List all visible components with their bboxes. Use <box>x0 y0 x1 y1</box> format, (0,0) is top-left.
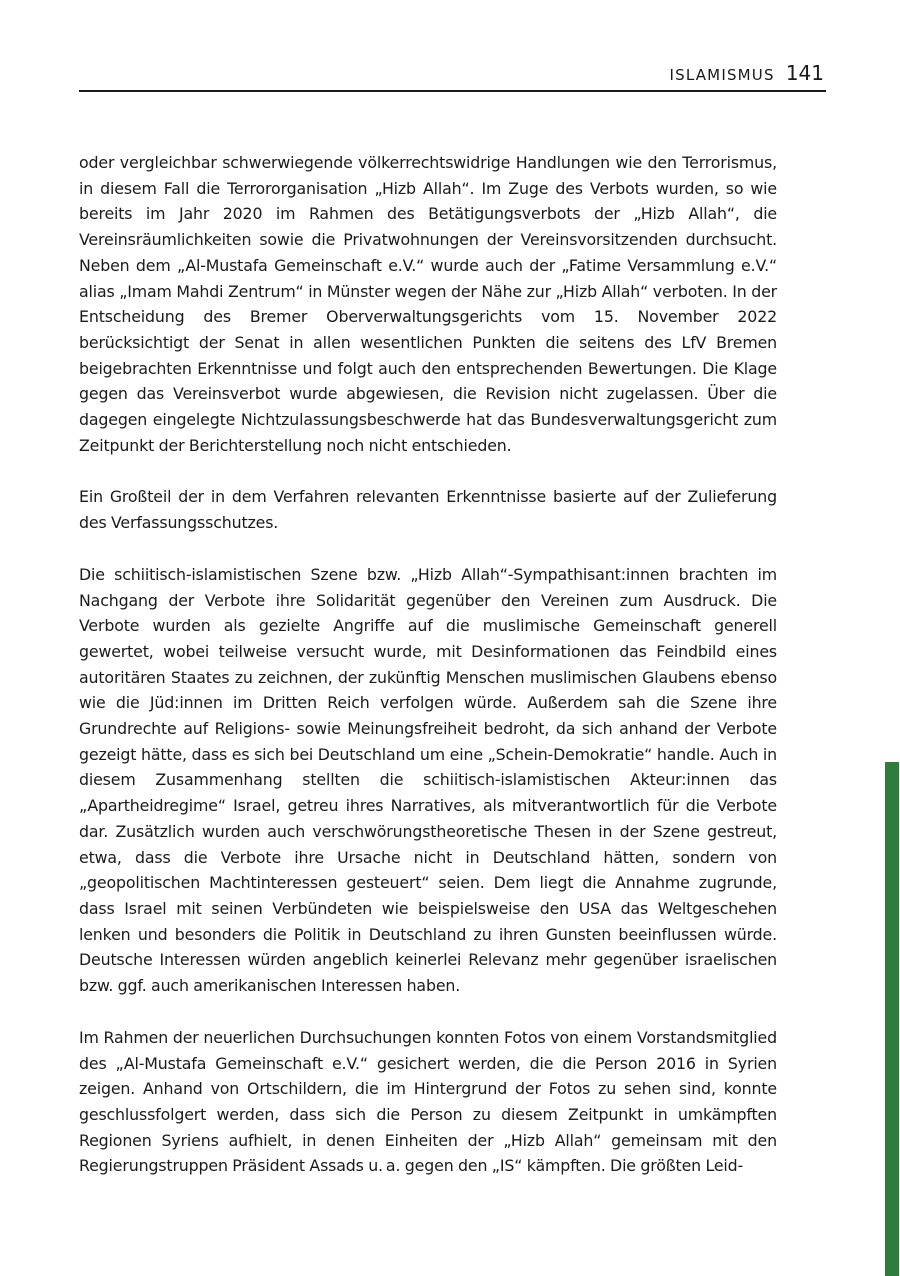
page-number: 141 <box>785 61 824 85</box>
chapter-thumb-tab <box>885 762 899 1276</box>
paragraph-2: Ein Großteil der in dem Verfahren relevanten Erkenntnisse basierte auf der Zulieferung des Verfassungsschutzes. <box>79 487 777 533</box>
running-header <box>79 56 826 92</box>
section-title: ISLAMISMUS <box>669 66 775 84</box>
running-header-text <box>669 63 824 83</box>
body-text <box>79 150 777 1205</box>
paragraph-4: Im Rahmen der neuerlichen Durchsuchungen konnten Fotos von einem Vorstandsmitglied des „Al-Mustafa Gemeinschaft e.V.“ gesichert werden, die die Person 2016 in Syrien zeigen. Anhand von Ortschildern, die im Hintergrund der Fotos zu sehen sind, konnte geschlussfolgert werden, dass sich die Person zu diesem Zeitpunkt in umkämpften Regionen Syriens aufhielt, in denen Einheiten der „Hizb Allah“ gemeinsam mit den Regierungstruppen Präsident Assads u. a. gegen den „IS“ kämpften. Die größten Leid- <box>79 1027 777 1176</box>
paragraph-1: oder vergleichbar schwerwiegende völkerrechtswidrige Handlungen wie den Terrorismus, in diesem Fall die Terrororganisation „Hizb Allah“. Im Zuge des Verbots wurden, so wie bereits im Jahr 2020 im Rahmen des Betätigungsverbots der „Hizb Allah“, die Vereinsräumlichkeiten sowie die Privatwohnungen der Vereinsvorsitzenden durchsucht. Neben dem „Al-Mustafa Gemeinschaft e.V.“ wurde auch der „Fatime Versammlung e.V.“ alias „Imam Mahdi Zentrum“ in Münster wegen der Nähe zur „Hizb Allah“ verboten. In der Entscheidung des Bremer Oberverwaltungsgerichts vom 15. November 2022 berücksichtigt der Senat in allen wesentlichen Punkten die seitens des LfV Bremen beigebrachten Erkenntnisse und folgt auch den entsprechenden Bewertungen. Die Klage gegen das Vereinsverbot wurde abgewiesen, die Revision nicht zugelassen. Über die dagegen eingelegte Nichtzulassungsbeschwerde hat das Bundesverwaltungsgericht zum Zeitpunkt der Berichterstellung noch nicht entschieden. <box>79 153 777 455</box>
paragraph-3: Die schiitisch-islamistischen Szene bzw. „Hizb Allah“-Sympathisant:innen brachten im Nachgang der Verbote ihre Solidarität gegenüber den Vereinen zum Ausdruck. Die Verbote wurden als gezielte Angriffe auf die muslimische Gemeinschaft generell gewertet, wobei teilweise versucht wurde, mit Desinformationen das Feindbild eines autoritären Staates zu zeichnen, der zukünftig Menschen muslimischen Glaubens ebenso wie die Jüd:innen im Dritten Reich verfolgen würde. Außerdem sah die Szene ihre Grundrechte auf Religions- sowie Meinungsfreiheit bedroht, da sich anhand der Verbote gezeigt hätte, dass es sich bei Deutschland um eine „Schein-Demokratie“ handle. Auch in diesem Zusammenhang stellten die schiitisch-islamistischen Akteur:innen das „Apartheidregime“ Israel, getreu ihres Narratives, als mitverantwortlich für die Verbote dar. Zusätzlich wurden auch verschwörungstheoretische Thesen in der Szene gestreut, etwa, dass die Verbote ihre Ursache nicht in Deutschland hätten, sondern von „geopolitischen Machtinteressen gesteuert“ seien. Dem liegt die Annahme zugrunde, dass Israel mit seinen Verbündeten wie beispielsweise den USA das Weltgeschehen lenken und besonders die Politik in Deutschland zu ihren Gunsten beeinflussen würde. Deutsche Interessen würden angeblich keinerlei Relevanz mehr gegenüber israelischen bzw. ggf. auch amerikanischen Interessen haben. <box>79 564 777 996</box>
